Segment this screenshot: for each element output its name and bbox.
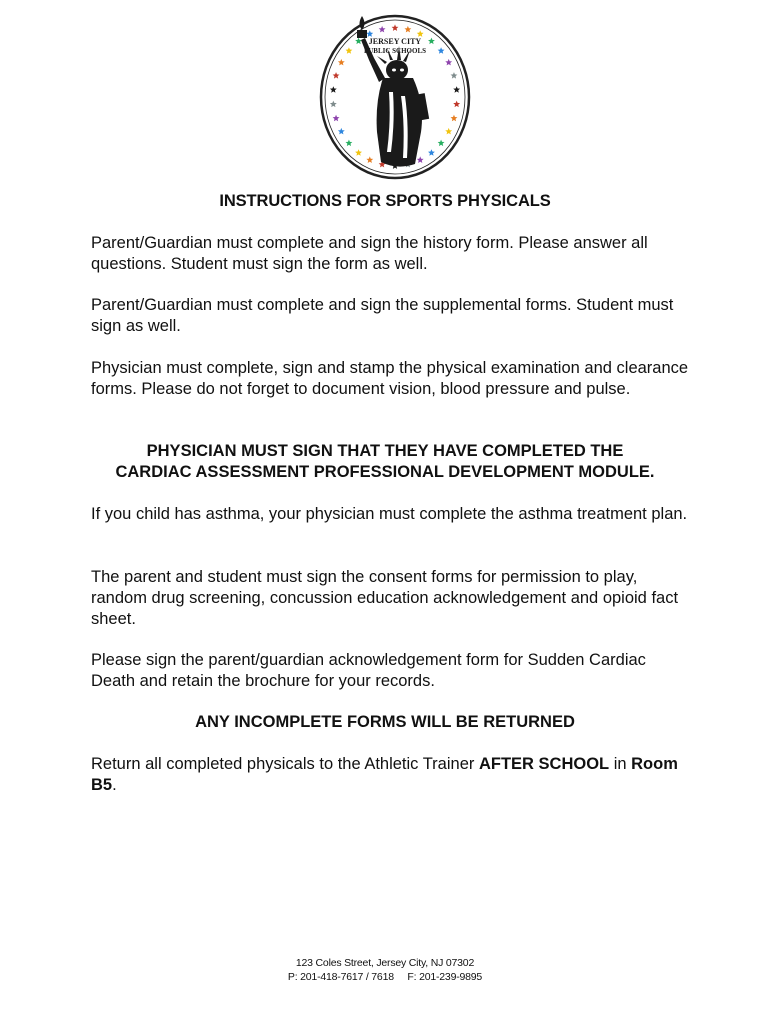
footer-phone-text: P: 201-418-7617 / 7618 F: 201-239-9895 xyxy=(287,971,483,983)
footer-address: 123 Coles Street, Jersey City, NJ 07302 xyxy=(295,957,475,969)
paragraph-history-form: Parent/Guardian must complete and sign the history form. Please answer all questions. Student must sign the form as well. xyxy=(91,234,648,273)
paragraph-consent-forms: The parent and student must sign the consent forms for permission to play, random drug screening, concussion education acknowledgement and opioid fact sheet. xyxy=(91,568,679,628)
return-bold-after-school: AFTER SCHOOL xyxy=(478,755,610,773)
paragraph-sudden-cardiac-death: Please sign the parent/guardian acknowledgement form for Sudden Cardiac Death and retain the brochure for your records. xyxy=(91,651,646,690)
school-seal xyxy=(317,12,473,182)
return-text-2: in xyxy=(609,755,632,773)
notice-cardiac-line1: PHYSICIAN MUST SIGN THAT THEY HAVE COMPLETED THE xyxy=(146,442,624,460)
statue-of-liberty-seal-icon xyxy=(317,12,473,182)
notice-cardiac-line2: CARDIAC ASSESSMENT PROFESSIONAL DEVELOPMENT MODULE. xyxy=(115,463,655,481)
return-bold-room: Room B5 xyxy=(91,755,678,794)
seal-text-line1: JERSEY CITY xyxy=(368,37,422,46)
return-text-1: Return all completed physicals to the Athletic Trainer xyxy=(91,755,479,773)
paragraph-asthma: If you child has asthma, your physician must complete the asthma treatment plan. xyxy=(91,505,688,523)
paragraph-supplemental-forms: Parent/Guardian must complete and sign the supplemental forms. Student must sign as well. xyxy=(91,296,674,335)
return-text-3: . xyxy=(112,776,117,794)
paragraph-return-instructions xyxy=(91,754,691,796)
notice-incomplete-forms: ANY INCOMPLETE FORMS WILL BE RETURNED xyxy=(195,713,575,731)
paragraph-physician-exam: Physician must complete, sign and stamp the physical examination and clearance forms. Please do not forget to document vision, blood pressure and pulse. xyxy=(91,359,689,398)
seal-text-line2: PUBLIC SCHOOLS xyxy=(363,47,427,55)
page-title: INSTRUCTIONS FOR SPORTS PHYSICALS xyxy=(219,192,551,210)
footer-phone xyxy=(0,970,770,984)
